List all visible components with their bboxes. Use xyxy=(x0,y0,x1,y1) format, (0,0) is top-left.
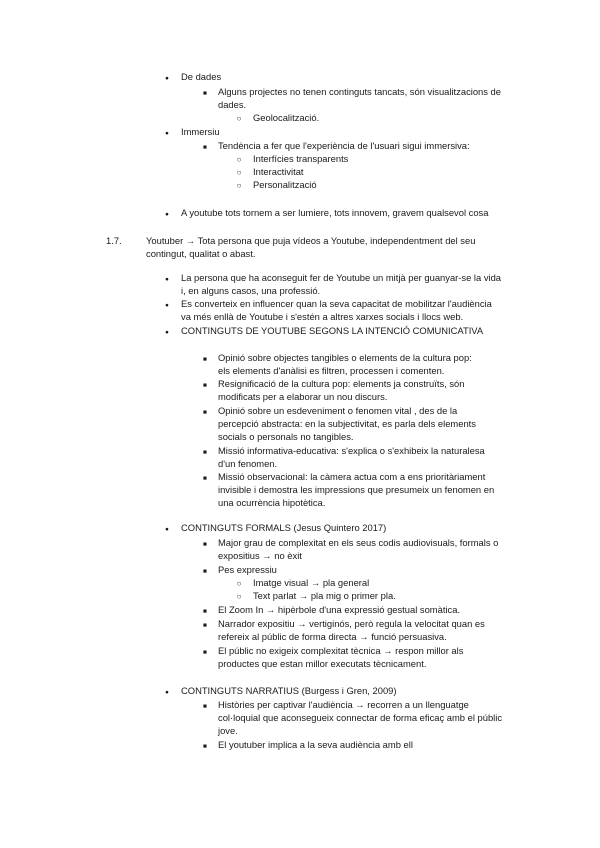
list-item-text: Alguns projectes no tenen continguts tancats, són visualitzacions de xyxy=(218,86,501,97)
continuation-text: percepció abstracta: en la subjectivitat, es parla dels elements xyxy=(218,418,476,429)
bullet-square-icon xyxy=(201,471,209,485)
bullet-circle-icon xyxy=(235,112,243,125)
list-item-text: Històries per captivar l'audiència → recorren a un llenguatge xyxy=(218,699,469,710)
continuation-text: productes que estan millor executats tècnicament. xyxy=(218,658,427,669)
list-item-text: Missió observacional: la càmera actua com a ens prioritàriament xyxy=(218,471,486,482)
bullet-dot-icon xyxy=(163,272,171,286)
list-item-text: La persona que ha aconseguit fer de Youtube un mitjà per guanyar-se la vida xyxy=(181,272,502,283)
bullet-square-icon xyxy=(201,604,209,618)
list-item-text: CONTINGUTS DE YOUTUBE SEGONS LA INTENCIÓ COMUNICATIVA xyxy=(181,325,484,336)
list-item-text: Opinió sobre objectes tangibles o elements de la cultura pop: xyxy=(218,352,472,363)
continuation-text: jove. xyxy=(218,725,238,736)
list-item-text: El youtuber implica a la seva audiència amb ell xyxy=(218,739,413,750)
bullet-square-icon xyxy=(201,645,209,659)
bullet-square-icon xyxy=(201,352,209,366)
list-item-text: Tendència a fer que l'experiència de l'usuari sigui immersiva: xyxy=(218,140,470,151)
continuation-text: i, en alguns casos, una professió. xyxy=(181,285,321,296)
bullet-circle-icon xyxy=(235,166,243,179)
bullet-square-icon xyxy=(201,618,209,632)
bullet-dot-icon xyxy=(163,71,171,85)
section-number: 1.7. xyxy=(106,235,122,246)
continuation-text: expositius → no èxit xyxy=(218,550,302,561)
list-item-text: Geolocalització. xyxy=(253,112,320,123)
list-item-text: Opinió sobre un esdeveniment o fenomen vital , des de la xyxy=(218,405,458,416)
bullet-square-icon xyxy=(201,739,209,753)
continuation-text: invisible i demostra les impressions que presumeix un fenomen en xyxy=(218,484,495,495)
continuation-text: va més enllà de Youtube i s'estén a altres xarxes socials i llocs web. xyxy=(181,311,464,322)
bullet-square-icon xyxy=(201,537,209,551)
list-item-text: Resignificació de la cultura pop: elements ja construïts, són xyxy=(218,378,465,389)
continuation-text: socials o personals no tangibles. xyxy=(218,431,354,442)
bullet-square-icon xyxy=(201,445,209,459)
bullet-square-icon xyxy=(201,140,209,154)
list-item-text: Interactivitat xyxy=(253,166,304,177)
list-item-text: CONTINGUTS FORMALS (Jesus Quintero 2017) xyxy=(181,522,387,533)
list-item-text: Es converteix en influencer quan la seva capacitat de mobilitzar l'audiència xyxy=(181,298,492,309)
list-item-text: El Zoom In → hipèrbole d'una expressió gestual somàtica. xyxy=(218,604,461,615)
continuation-text: d'un fenomen. xyxy=(218,458,278,469)
continuation-text: contingut, qualitat o abast. xyxy=(146,248,256,259)
bullet-circle-icon xyxy=(235,179,243,192)
list-item-text: Interfícies transparents xyxy=(253,153,349,164)
continuation-text: Youtuber → Tota persona que puja vídeos a Youtube, independentment del seu xyxy=(146,235,476,246)
list-item-text: Text parlat → pla mig o primer pla. xyxy=(253,590,396,601)
bullet-dot-icon xyxy=(163,522,171,536)
continuation-text: col·loquial que aconsegueix connectar de forma eficaç amb el públic xyxy=(218,712,503,723)
bullet-dot-icon xyxy=(163,126,171,140)
bullet-square-icon xyxy=(201,405,209,419)
list-item-text: De dades xyxy=(181,71,222,82)
continuation-text: modificats per a elaborar un nou discurs. xyxy=(218,391,388,402)
continuation-text: refereix al públic de forma directa → funció persuasiva. xyxy=(218,631,447,642)
bullet-dot-icon xyxy=(163,207,171,221)
list-item-text: Personalització xyxy=(253,179,317,190)
bullet-dot-icon xyxy=(163,685,171,699)
continuation-text: dades. xyxy=(218,99,247,110)
continuation-text: una ocurrència hipotètica. xyxy=(218,497,326,508)
list-item-text: A youtube tots tornem a ser lumiere, tots innovem, gravem qualsevol cosa xyxy=(181,207,489,218)
list-item-text: Pes expressiu xyxy=(218,564,277,575)
list-item-text: Major grau de complexitat en els seus codis audiovisuals, formals o xyxy=(218,537,499,548)
list-item-text: El públic no exigeix complexitat tècnica → respon millor als xyxy=(218,645,464,656)
bullet-dot-icon xyxy=(163,325,171,339)
bullet-circle-icon xyxy=(235,590,243,603)
list-item-text: Missió informativa-educativa: s'explica o s'exhibeix la naturalesa xyxy=(218,445,485,456)
bullet-square-icon xyxy=(201,699,209,713)
bullet-square-icon xyxy=(201,378,209,392)
list-item-text: Narrador expositiu → vertiginós, però regula la velocitat quan es xyxy=(218,618,485,629)
list-item-text: Imatge visual → pla general xyxy=(253,577,370,588)
bullet-circle-icon xyxy=(235,153,243,166)
list-item-text: Immersiu xyxy=(181,126,220,137)
bullet-dot-icon xyxy=(163,298,171,312)
bullet-square-icon xyxy=(201,564,209,578)
bullet-circle-icon xyxy=(235,577,243,590)
continuation-text: els elements d'anàlisi es filtren, processen i comenten. xyxy=(218,365,445,376)
bullet-square-icon xyxy=(201,86,209,100)
list-item-text: CONTINGUTS NARRATIUS (Burgess i Gren, 2009) xyxy=(181,685,397,696)
